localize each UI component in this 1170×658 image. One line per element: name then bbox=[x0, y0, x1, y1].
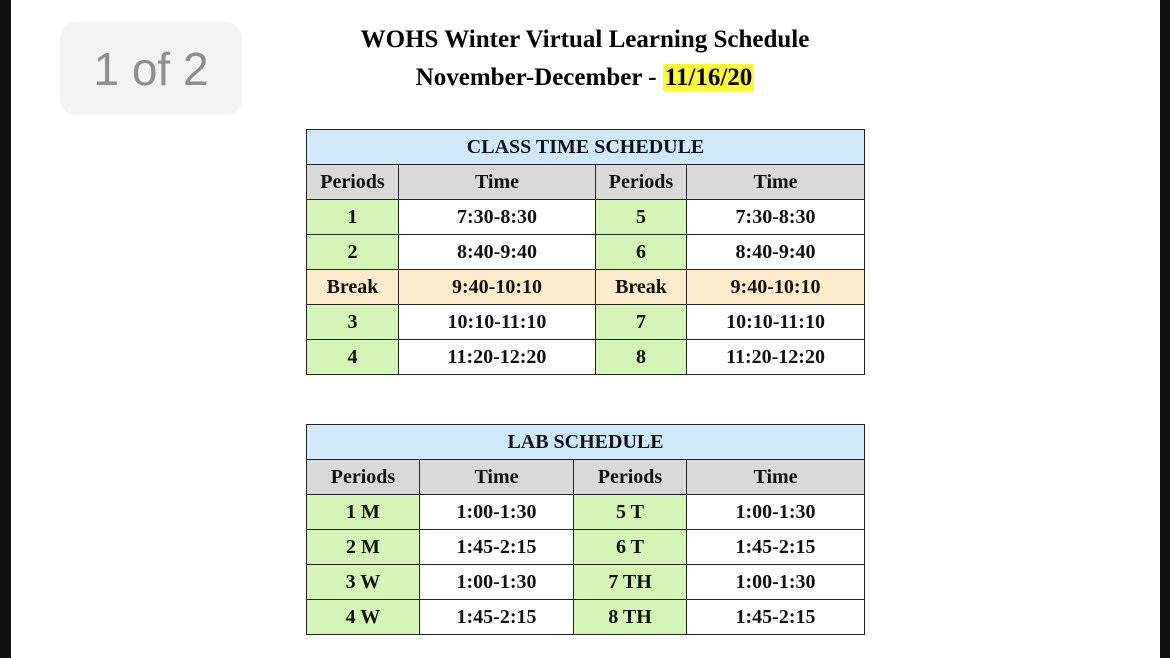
break-label-cell: Break bbox=[307, 270, 399, 305]
lab-schedule-caption: LAB SCHEDULE bbox=[307, 425, 865, 460]
time-cell: 10:10-11:10 bbox=[399, 305, 596, 340]
break-label-cell: Break bbox=[596, 270, 687, 305]
period-cell: 8 bbox=[596, 340, 687, 375]
time-cell: 1:45-2:15 bbox=[420, 530, 574, 565]
time-cell: 1:45-2:15 bbox=[420, 600, 574, 635]
subtitle-range: November-December - bbox=[415, 64, 663, 91]
break-time-cell: 9:40-10:10 bbox=[687, 270, 865, 305]
lab-period-cell: 7 TH bbox=[574, 565, 687, 600]
time-cell: 1:45-2:15 bbox=[687, 530, 865, 565]
period-cell: 5 bbox=[596, 200, 687, 235]
highlighted-date: 11/16/20 bbox=[664, 64, 753, 91]
time-cell: 8:40-9:40 bbox=[687, 235, 865, 270]
time-cell: 1:00-1:30 bbox=[687, 495, 865, 530]
table-row bbox=[307, 530, 865, 565]
table-row bbox=[307, 600, 865, 635]
column-header-periods: Periods bbox=[574, 460, 687, 495]
column-header-time: Time bbox=[420, 460, 574, 495]
time-cell: 11:20-12:20 bbox=[687, 340, 865, 375]
table-row bbox=[307, 305, 865, 340]
table-row bbox=[307, 340, 865, 375]
lab-period-cell: 5 T bbox=[574, 495, 687, 530]
column-header-periods: Periods bbox=[307, 165, 399, 200]
column-header-periods: Periods bbox=[307, 460, 420, 495]
lab-period-cell: 1 M bbox=[307, 495, 420, 530]
lab-period-cell: 8 TH bbox=[574, 600, 687, 635]
page-indicator: 1 of 2 bbox=[60, 22, 242, 115]
lab-period-cell: 2 M bbox=[307, 530, 420, 565]
period-cell: 4 bbox=[307, 340, 399, 375]
left-edge bbox=[0, 0, 11, 658]
column-header-time: Time bbox=[687, 165, 865, 200]
time-cell: 8:40-9:40 bbox=[399, 235, 596, 270]
class-time-schedule-table bbox=[306, 129, 865, 375]
time-cell: 1:45-2:15 bbox=[687, 600, 865, 635]
time-cell: 10:10-11:10 bbox=[687, 305, 865, 340]
lab-period-cell: 4 W bbox=[307, 600, 420, 635]
document-title: WOHS Winter Virtual Learning Schedule bbox=[360, 26, 810, 53]
time-cell: 1:00-1:30 bbox=[420, 495, 574, 530]
time-cell: 7:30-8:30 bbox=[399, 200, 596, 235]
class-schedule-caption: CLASS TIME SCHEDULE bbox=[307, 130, 865, 165]
column-header-periods: Periods bbox=[596, 165, 687, 200]
lab-period-cell: 6 T bbox=[574, 530, 687, 565]
lab-schedule-table bbox=[306, 424, 865, 635]
table-row bbox=[307, 565, 865, 600]
period-cell: 3 bbox=[307, 305, 399, 340]
table-row bbox=[307, 235, 865, 270]
time-cell: 1:00-1:30 bbox=[687, 565, 865, 600]
time-cell: 7:30-8:30 bbox=[687, 200, 865, 235]
time-cell: 11:20-12:20 bbox=[399, 340, 596, 375]
period-cell: 7 bbox=[596, 305, 687, 340]
period-cell: 2 bbox=[307, 235, 399, 270]
break-time-cell: 9:40-10:10 bbox=[399, 270, 596, 305]
document-subtitle bbox=[300, 64, 870, 92]
table-row bbox=[307, 200, 865, 235]
period-cell: 6 bbox=[596, 235, 687, 270]
column-header-time: Time bbox=[687, 460, 865, 495]
lab-period-cell: 3 W bbox=[307, 565, 420, 600]
time-cell: 1:00-1:30 bbox=[420, 565, 574, 600]
right-edge bbox=[1160, 0, 1170, 658]
column-header-time: Time bbox=[399, 165, 596, 200]
table-row bbox=[307, 495, 865, 530]
break-row bbox=[307, 270, 865, 305]
period-cell: 1 bbox=[307, 200, 399, 235]
